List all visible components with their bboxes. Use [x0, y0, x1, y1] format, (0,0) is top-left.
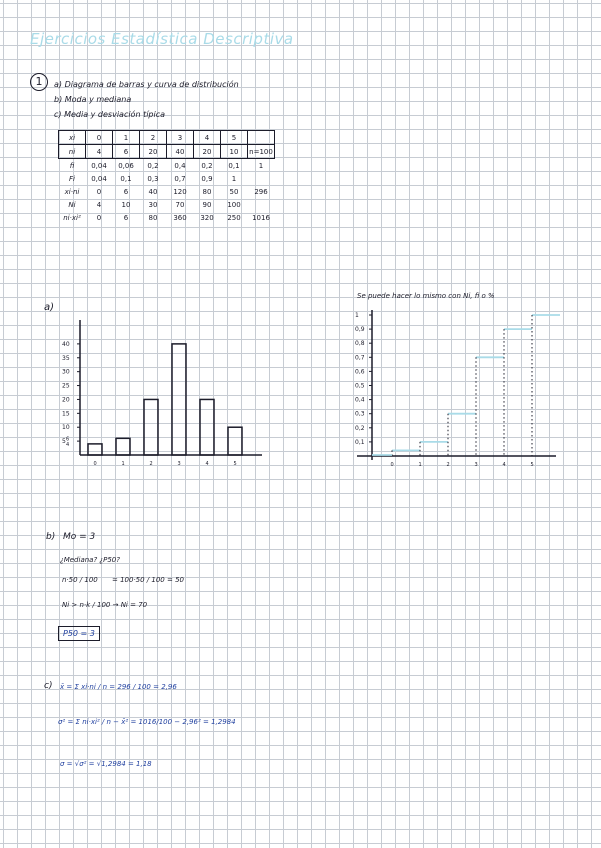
table-cell: 0,04	[91, 174, 107, 183]
x-tick-label: 3	[474, 462, 478, 468]
table-cell: 0	[96, 187, 102, 196]
table-cell: xi·ni	[64, 187, 80, 196]
table-cell: 296	[254, 187, 268, 196]
table-cell: 0	[86, 131, 113, 145]
mean-formula: x̄ = Σ xi·ni / n = 296 / 100 = 2,96	[60, 683, 177, 691]
y-tick-label: 1	[355, 312, 359, 319]
table-cell: n=100	[248, 145, 275, 159]
x-tick-label: 0	[390, 462, 394, 468]
table-cell: 20	[140, 145, 167, 159]
table-cell: 120	[173, 187, 187, 196]
y-tick-label: 0,6	[355, 368, 365, 376]
y-tick-label: 25	[62, 382, 70, 390]
x-tick-label: 0	[93, 461, 97, 467]
table-cell: 0,06	[118, 161, 134, 170]
table-cell: 6	[123, 187, 129, 196]
bar	[88, 444, 102, 455]
section-b-label: b)	[46, 532, 56, 542]
median-calc-left: n·50 / 100	[62, 576, 98, 584]
median-calc-right: = 100·50 / 100 = 50	[112, 576, 184, 584]
table-cell: 320	[200, 213, 214, 222]
y-tick-label: 5	[62, 438, 66, 446]
y-small-label: 6	[66, 436, 70, 443]
bar	[172, 344, 186, 455]
bar	[144, 399, 158, 455]
table-cell: 2	[140, 131, 167, 145]
x-tick-label: 5	[530, 462, 534, 468]
table-cell: xi	[59, 131, 86, 145]
x-tick-label: 2	[446, 462, 450, 468]
table-cell: 0,1	[228, 161, 240, 170]
mode-result: Mo = 3	[63, 532, 96, 542]
item-c: c) Media y desviación típica	[54, 110, 166, 119]
table-cell: 0	[96, 213, 102, 222]
table-cell: 5	[221, 131, 248, 145]
bar	[200, 399, 214, 455]
table-cell: ni·xi²	[63, 213, 81, 222]
x-tick-label: 3	[177, 461, 181, 467]
y-tick-label: 0,4	[355, 396, 365, 404]
table-cell: 0,04	[91, 161, 107, 170]
table-cell: 1016	[252, 213, 270, 222]
x-tick-label: 2	[149, 461, 153, 467]
item-a: a) Diagrama de barras y curva de distribución	[54, 80, 239, 89]
note-right: Se puede hacer lo mismo con Ni, fi o %	[357, 292, 495, 300]
table-cell: 6	[123, 213, 129, 222]
bar-chart	[62, 320, 262, 467]
table-cell: 40	[167, 145, 194, 159]
table-cell: ni	[59, 145, 86, 159]
table-cell: 10	[121, 200, 131, 209]
table-cell: 10	[221, 145, 248, 159]
x-tick-label: 1	[418, 462, 422, 468]
table-cell: 0,9	[201, 174, 213, 183]
table-cell: 4	[96, 200, 102, 209]
table-cell: 1	[258, 161, 264, 170]
table-cell: 40	[148, 187, 158, 196]
table-cell: 30	[148, 200, 158, 209]
table-cell: 70	[175, 200, 185, 209]
y-tick-label: 40	[62, 340, 70, 348]
table-cell: 250	[227, 213, 241, 222]
table-cell: 1	[231, 174, 237, 183]
median-calc-ni: Ni > n·k / 100 → Ni = 70	[62, 601, 148, 609]
x-tick-label: 4	[205, 461, 209, 467]
table-cell: 50	[229, 187, 239, 196]
table-cell: 3	[167, 131, 194, 145]
x-tick-label: 1	[121, 461, 125, 467]
std-formula: σ = √σ² = √1,2984 = 1,18	[60, 760, 152, 768]
y-tick-label: 0,3	[355, 410, 365, 418]
section-a-label: a)	[44, 302, 55, 313]
median-result: P50 = 3	[58, 626, 100, 641]
table-cell: 4	[194, 131, 221, 145]
section-c-label: c)	[44, 681, 53, 691]
table-cell: Fi	[69, 174, 75, 183]
y-tick-label: 0,2	[355, 424, 365, 432]
y-tick-label: 10	[62, 424, 70, 432]
variance-formula: σ² = Σ ni·xi² / n − x̄² = 1016/100 − 2,96² = 1,2984	[58, 718, 236, 726]
bar	[228, 427, 242, 455]
item-b: b) Moda y mediana	[54, 95, 132, 104]
table-cell: 360	[173, 213, 187, 222]
table-cell: 0,3	[147, 174, 159, 183]
table-cell: 0,2	[147, 161, 159, 170]
table-cell: 0,7	[174, 174, 186, 183]
table-cell: fi	[69, 161, 75, 170]
median-question: ¿Mediana? ¿P50?	[60, 556, 120, 564]
exercise-number: 1	[30, 73, 48, 91]
table-cell: 100	[227, 200, 241, 209]
x-tick-label: 5	[233, 461, 237, 467]
x-tick-label: 4	[502, 462, 506, 468]
table-cell: 90	[202, 200, 212, 209]
table-cell: 0,1	[120, 174, 132, 183]
y-tick-label: 20	[62, 396, 70, 404]
table-cell: 1	[113, 131, 140, 145]
table-cell: Ni	[68, 200, 76, 209]
bar	[116, 438, 130, 455]
cumulative-step-chart	[355, 310, 560, 468]
y-tick-label: 0,1	[355, 438, 365, 446]
y-tick-label: 35	[62, 354, 70, 362]
y-tick-label: 15	[62, 410, 70, 418]
y-tick-label: 0,5	[355, 382, 365, 390]
y-tick-label: 0,9	[355, 326, 365, 334]
table-cell: 80	[148, 213, 158, 222]
table-cell: 4	[86, 145, 113, 159]
y-tick-label: 0,8	[355, 340, 365, 348]
table-cell: 20	[194, 145, 221, 159]
y-tick-label: 30	[62, 368, 70, 376]
table-cell: 6	[113, 145, 140, 159]
table-cell: 0,2	[201, 161, 213, 170]
table-cell: 80	[202, 187, 212, 196]
y-small-label: 4	[66, 441, 70, 448]
y-tick-label: 0,7	[355, 354, 365, 362]
page-title: Ejercicios Estadística Descriptiva	[30, 30, 294, 48]
table-cell: 0,4	[174, 161, 186, 170]
